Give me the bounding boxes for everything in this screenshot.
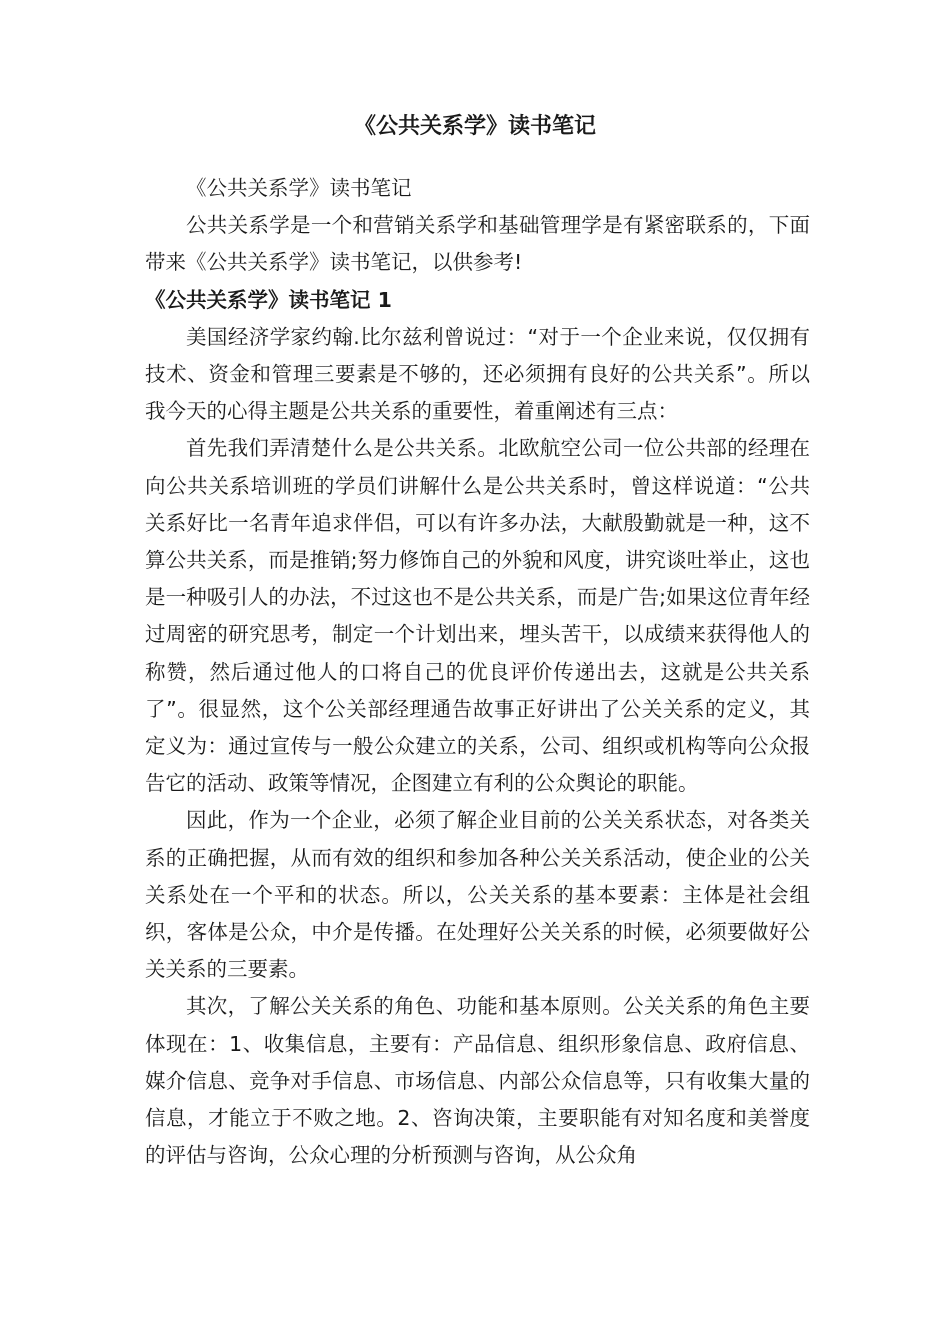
- document-subtitle: 《公共关系学》读书笔记: [186, 176, 412, 200]
- section-heading: 《公共关系学》读书笔记 1: [145, 287, 392, 312]
- document-title: 《公共关系学》读书笔记: [353, 114, 596, 139]
- document-body: [145, 170, 810, 1174]
- body-paragraph: 其次，了解公关关系的角色、功能和基本原则。公关关系的角色主要体现在：1、收集信息，主要有：产品信息、组织形象信息、政府信息、媒介信息、竞争对手信息、市场信息、内部公众信息等，只有收集大量的信息，才能立于不败之地。2、咨询决策，主要职能有对知名度和美誉度的评估与咨询，公众心理的分析预测与咨询，从公众角: [145, 994, 810, 1168]
- body-paragraph: 首先我们弄清楚什么是公共关系。北欧航空公司一位公共部的经理在向公共关系培训班的学员们讲解什么是公共关系时，曾这样说道：“公共关系好比一名青年追求伴侣，可以有许多办法，大献殷勤就是一种，这不算公共关系，而是推销;努力修饰自己的外貌和风度，讲究谈吐举止，这也是一种吸引人的办法，不过这也不是公共关系，而是广告;如果这位青年经过周密的研究思考，制定一个计划出来，埋头苦干，以成绩来获得他人的称赞，然后通过他人的口将自己的优良评价传递出去，这就是公共关系了”。很显然，这个公关部经理通告故事正好讲出了公关关系的定义，其定义为：通过宣传与一般公众建立的关系，公司、组织或机构等向公众报告它的活动、政策等情况，企图建立有利的公众舆论的职能。: [145, 436, 810, 796]
- body-paragraph: 因此，作为一个企业，必须了解企业目前的公关关系状态，对各类关系的正确把握，从而有效的组织和参加各种公关关系活动，使企业的公关关系处在一个平和的状态。所以，公关关系的基本要素：主体是社会组织，客体是公众，中介是传播。在处理好公关关系的时候，必须要做好公关关系的三要素。: [145, 808, 810, 982]
- body-paragraph: 美国经济学家约翰.比尔兹利曾说过：“对于一个企业来说，仅仅拥有技术、资金和管理三要素是不够的，还必须拥有良好的公共关系”。所以我今天的心得主题是公共关系的重要性，着重阐述有三点：: [145, 324, 810, 424]
- intro-paragraph: 公共关系学是一个和营销关系学和基础管理学是有紧密联系的，下面带来《公共关系学》读书笔记，以供参考!: [145, 213, 810, 275]
